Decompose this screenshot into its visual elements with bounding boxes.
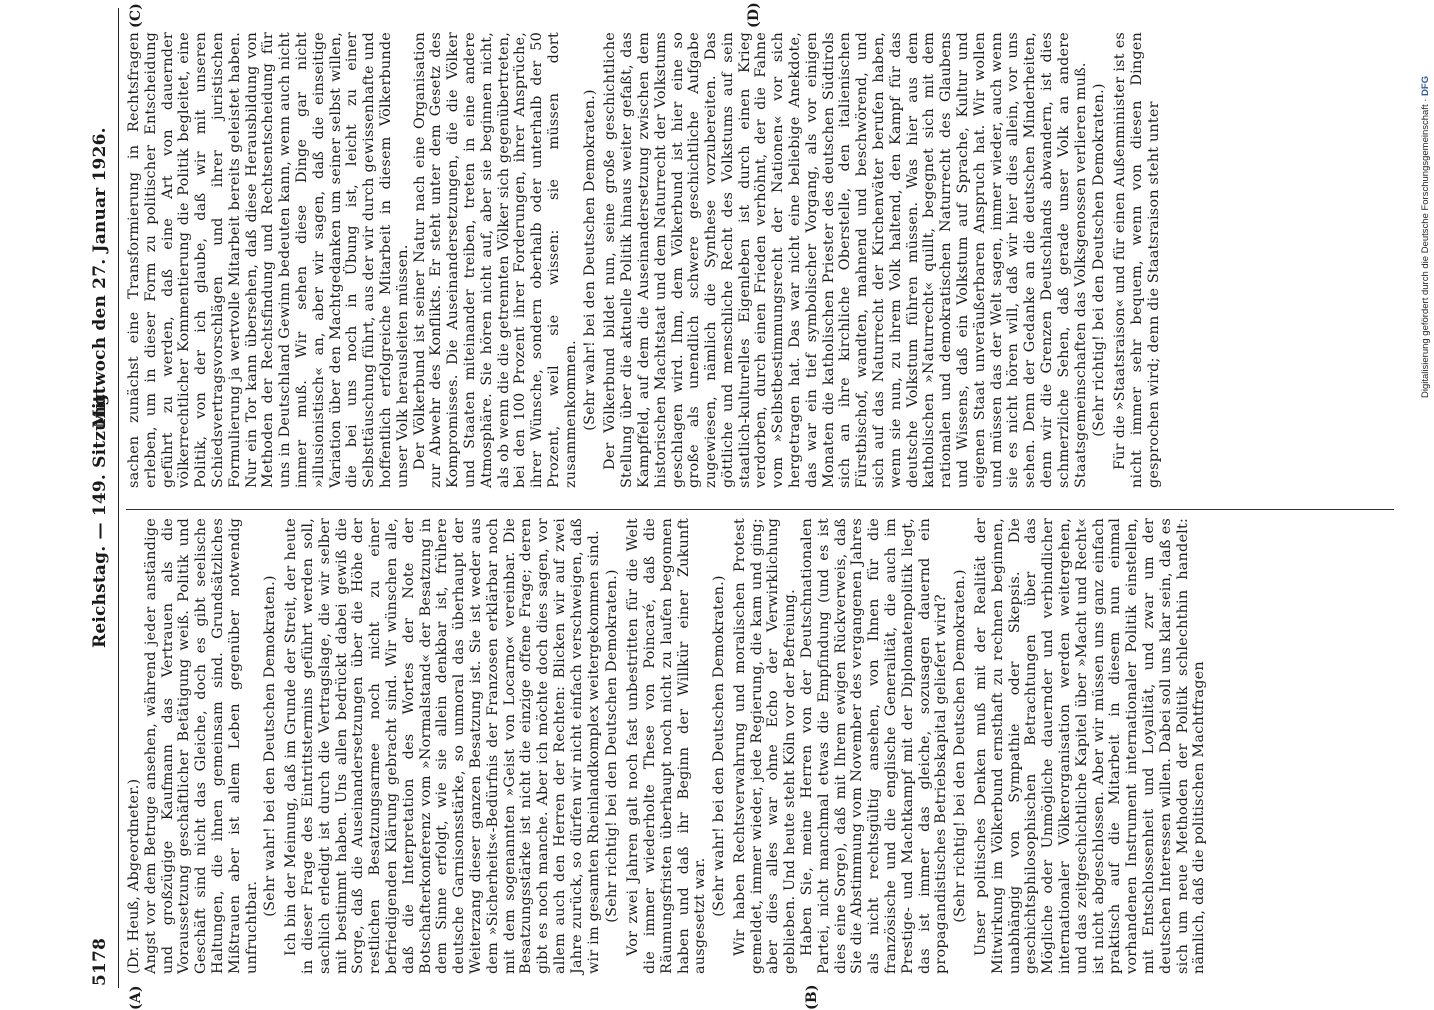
session-title: Reichstag. — 149. Sitzung. (90, 387, 110, 648)
right-text-column (126, 32, 1163, 488)
interjection: (Sehr richtig! bei den Deutschen Demokraten.) (1091, 83, 1108, 437)
paragraph: Haben Sie, meine Herren von der Deutschnationalen Partei, nicht manchmal etwas die Empfindung (und es ist dies eine Sorge), daß mit Ihrem ewigen Rückverweis, daß Sie die Abstimmung vom November des vergangenen Jahres als nicht rechtsgültig ansehen, von Ihnen für die französische und die englische Generalität, die auch im Prestige- und Machtkampf mit der Diplomatenpolitik liegt, das ist immer das gleiche, sozusagen dauernd ein propagandistisches Betriebskapital geliefert wird? (799, 518, 950, 974)
paragraph: Unser politisches Denken muß mit der Realität der Mitwirkung im Völkerbund ernsthaft zu rechnen beginnen, unabhängig von Sympathie oder Skepsis. Die geschichtsphilosophischen Betrachtungen über das Mögliche oder Unmögliche dauernder und verbindlicher internationaler Völkerorganisation werden weitergehen, und das zeitgeschichtliche Kapitel über »Macht und Recht« ist nicht abgeschlossen. Aber wir müssen uns ganz einfach praktisch auf die Mitarbeit in diesem nun einmal vorhandenen Instrument internationaler Politik einstellen, mit Entschlossenheit und Loyalität, und zwar um der deutschen Interessen willen. Dabei soll uns klar sein, daß es sich um neue Methoden der Politik schlechthin handelt: nämlich, daß die politischen Machtfragen (973, 518, 1208, 974)
header-rule (118, 8, 119, 988)
margin-mark-b: (B) (804, 984, 820, 1010)
interjection: (Sehr richtig! bei den Deutschen Demokraten.) (604, 569, 621, 923)
speaker-line: (Dr. Heuß, Abgeordneter.) (126, 778, 142, 974)
paragraph: sachen zunächst eine Transformierung in Rechtsfragen erleben, um in dieser Form zu politischer Entscheidung geführt zu werden, daß eine Art von dauernder völkerrechtlicher Kommentierung die Politik begleitet, eine Politik, von der ich glaube, daß wir mit unseren Schiedsvertragsvorschlägen und ihrer juristischen Formulierung ja wertvolle Mitarbeit bereits geleistet haben. Nur ein Tor kann übersehen, daß diese Herausbildung von Methoden der Rechtsfindung und Rechtsentscheidung für uns in Deutschland Gewinn bedeuten kann, wenn auch nicht immer muß. Wir sehen diese Dinge gar nicht »illusionistisch« an, aber wir sagen, daß die einseitige Variation über den Machtgedanken um seiner selbst willen, die bei uns noch in Übung ist, leicht zu einer Selbsttäuschung führt, aus der wir durch gewissenhafte und hoffentlich erfolgreiche Mitarbeit in diesem Völkerbunde unser Volk herausleiten müssen. (126, 32, 411, 488)
paragraph: Vor zwei Jahren galt noch fast unbestritten für die Welt die immer wiederholte These von Poincaré, daß die Räumungsfristen überhaupt noch nicht zu laufen begonnen haben und daß ihr Beginn der Willkür einer Zukunft ausgesetzt war. (625, 518, 709, 974)
paragraph: Wir haben Rechtsverwahrung und moralischen Protest gemeldet, immer wieder, jede Regierung, die kam und ging; aber dies alles war ohne Echo der Verwirklichung geblieben. Und heute steht Köln vor der Befreiung. (731, 518, 799, 974)
interjection: (Sehr richtig! bei den Deutschen Demokraten.) (952, 569, 969, 923)
paragraph: Der Völkerbund ist seiner Natur nach eine Organisation zur Abwehr des Konflikts. Er steht unter dem Gesetz des Kompromisses. Die Auseinandersetzungen, die die Völker und Staaten miteinander treiben, treten in eine andere Atmosphäre. Sie hören nicht auf, aber sie beginnen nicht, als ob wenn die die getrennten Völker sich gegenübertreten, bei den 100 Prozent ihrer Forderungen, ihrer Ansprüche, ihrer Wünsche, sondern oberhalb oder unterhalb der 50 Prozent, weil sie wissen: sie müssen dort zusammenkommen. (411, 32, 579, 488)
paragraph: Angst vor dem Betruge ansehen, während jeder anständige und großzügige Kaufmann das Vertrauen als die Voraussetzung geschäftlicher Betätigung weiß. Politik und Geschäft sind nicht das Gleiche, doch es gibt seelische Haltungen, die ihnen gemeinsam sind. Grundsätzliches Mißtrauen aber ist allem Leben gegenüber notwendig unfruchtbar. (142, 518, 260, 974)
margin-mark-d: (D) (746, 2, 762, 28)
digitization-sidebar (1419, 6, 1432, 398)
column-divider (126, 509, 1394, 510)
interjection: (Sehr wahr! bei den Deutschen Demokraten.) (581, 89, 598, 431)
digitization-text: Digitalisierung gefördert durch die Deutsche Forschungsgemeinschaft · (1420, 98, 1431, 398)
paragraph: Der Völkerbund bildet nun, seine große geschichtliche Stellung über die aktuelle Politik hinaus weiter gefaßt, das Kampffeld, auf dem die Auseinandersetzung zwischen dem historischen Machtstaat und dem Naturrecht der Volkstums geschlagen wird. Ihm, dem Völkerbund ist hier eine so große als unendlich schwere geschichtliche Aufgabe zugewiesen, nämlich die Synthese vorzubereiten. Das göttliche und menschliche Recht des Volkstums auf sein staatlich-kulturelles Eigenleben ist durch einen Krieg verdorben, durch einen Frieden verhöhnt, der die Fahne vom »Selbstbestimmungsrecht der Nationen« vor sich hergetragen hat. Das war nicht eine beliebige Anekdote, das war ein tief symbolischer Vorgang, als vor einigen Monaten die katholischen Priester des deutschen Südtirols sich an ihre kirchliche Oberstelle, den italienischen Fürstbischof, wandten, mahnend und beschwörend, und sich auf das Naturrecht der Kirchenväter berufen haben, wenn sie nun, zu ihrem Volk haltend, den Kampf für das deutsche Volkstum führen müssen. Was hier aus dem katholischen »Naturrecht« quillt, begegnet sich mit dem rationalen und demokratischen Naturrecht des Glaubens und Wissens, daß ein Volkstum auf Sprache, Kultur und eigenen Staat unveräußerbaren Anspruch hat. Wir wollen und müssen das der Welt sagen, immer wieder, auch wenn sie es nicht hören will, daß wir hier dies allein, vor uns sehen. Denn der Gedanke an die deutschen Minderheiten, denn wir die Grenzen Deutschlands abwandern, ist dies schmerzliche Sehen, daß gerade unser Volk an andere Staatsgemeinschaften das Volksgenossen verlieren muß. (602, 32, 1089, 488)
interjection: (Sehr wahr! bei den Deutschen Demokraten.) (711, 575, 728, 917)
page-header (86, 8, 116, 988)
left-text-column (126, 518, 1208, 974)
digitization-note (1419, 6, 1432, 398)
session-date: Mittwoch den 27. Januar 1926. (90, 127, 110, 428)
interjection: (Sehr wahr! bei den Deutschen Demokraten.) (262, 575, 279, 917)
margin-mark-c: (C) (128, 3, 144, 28)
paragraph: Ich bin der Meinung, daß im Grunde der Streit, der heute in dieser Frage des Eintrittstermins geführt werden soll, sachlich erledigt ist durch die Vertragslage, die wir selber mit bestimmt haben. Uns allen bedrückt dabei gewiß die Sorge, daß die Auseinandersetzungen über die Höhe der restlichen Besatzungsarmee noch nicht zu einer befriedigenden Klärung gebracht sind. Wir wünschen alle, daß die Interpretation des Wortes der Note der Botschafterkonferenz vom »Normalstand« der Besatzung in dem Sinne erfolgt, wie sie allein denkbar ist, frühere deutsche Garnisonsstärke, so unmoral das überhaupt der Weiterzang dieser ganzen Besatzung ist. Sie ist weder aus dem »Sicherheits«-Bedürfnis der Franzosen erklärbar noch mit dem sogenannten »Geist von Locarno« vereinbar. Die Besatzungsstärke ist nicht die einzige offene Frage; deren gibt es noch manche. Aber ich möchte doch dies sagen, vor allem auch den Herren der Rechten: Blicken wir auf zwei Jahre zurück, so dürfen wir nicht einfach verschweigen, daß wir im gesamten Rheinlandkomplex weitergekommen sind. (283, 518, 602, 974)
margin-mark-a: (A) (128, 985, 144, 1010)
document-page (86, 2, 1416, 1010)
page-number: 5178 (90, 937, 110, 986)
dfg-logo-text: DFG (1420, 75, 1431, 96)
paragraph: Für die »Staatsraison« und für einen Außenminister ist es nicht immer sehr bequem, wenn von diesen Dingen gesprochen wird; denn die Staatsraison steht unter (1112, 32, 1162, 488)
